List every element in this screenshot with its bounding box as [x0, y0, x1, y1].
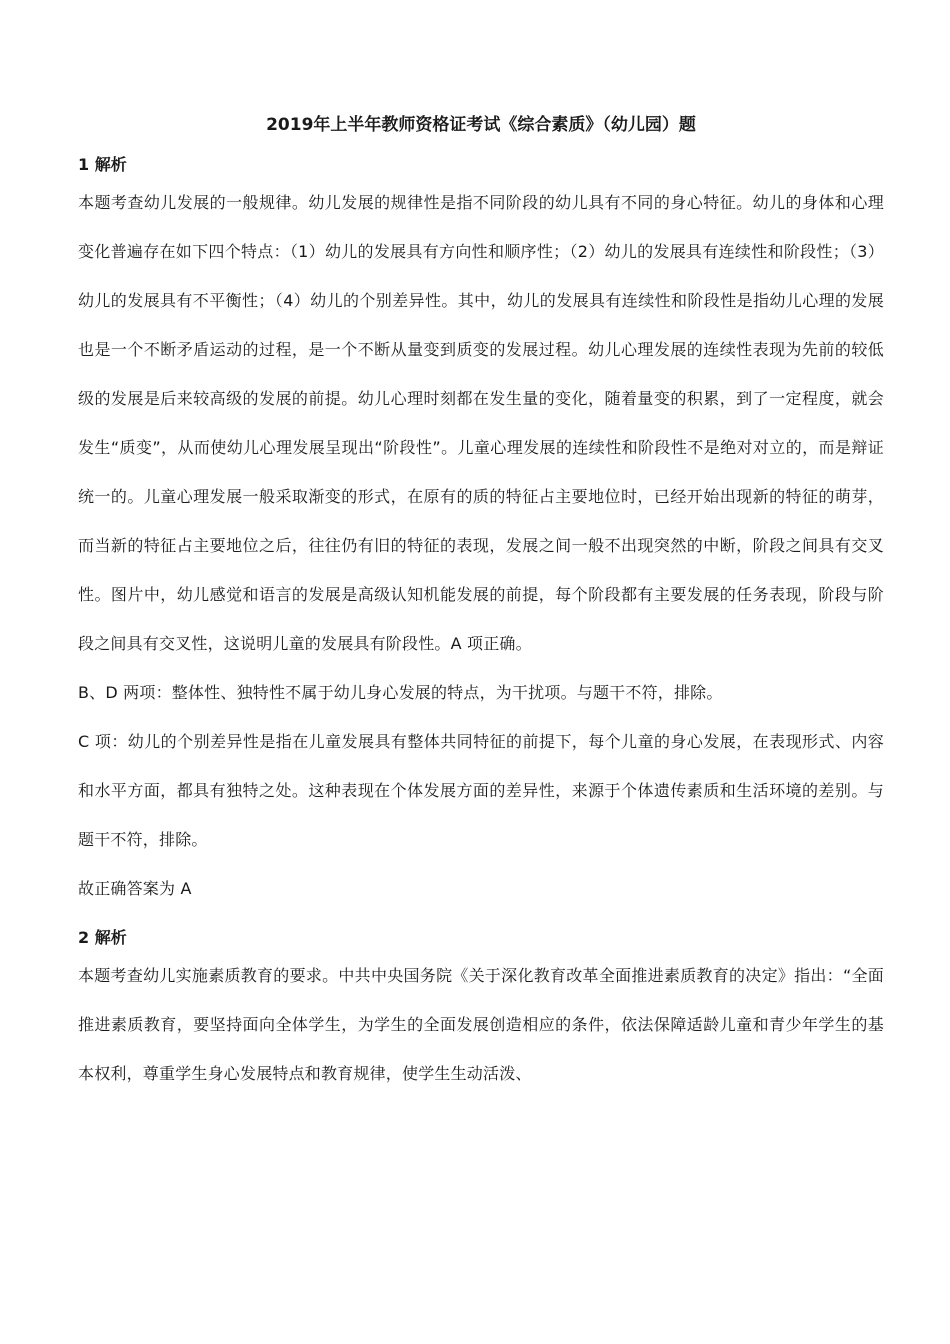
section-2-paragraph-1: 本题考查幼儿实施素质教育的要求。中共中央国务院《关于深化教育改革全面推进素质教育的决定》指出：“全面推进素质教育，要坚持面向全体学生，为学生的全面发展创造相应的条件，依法保障适龄儿童和青少年学生的基本权利，尊重学生身心发展特点和教育规律，使学生生动活泼、	[78, 966, 884, 1083]
section-1-heading: 1 解析	[78, 155, 127, 174]
section-1-answer: 故正确答案为 A	[78, 879, 192, 898]
section-divider	[78, 913, 884, 925]
section-1	[78, 152, 884, 913]
section-2	[78, 925, 884, 1098]
section-1-paragraph-2: B、D 两项：整体性、独特性不属于幼儿身心发展的特点，为干扰项。与题干不符，排除。	[78, 683, 723, 702]
section-1-paragraph-1: 本题考查幼儿发展的一般规律。幼儿发展的规律性是指不同阶段的幼儿具有不同的身心特征。幼儿的身体和心理变化普遍存在如下四个特点：（1）幼儿的发展具有方向性和顺序性；（2）幼儿的发展具有连续性和阶段性；（3）幼儿的发展具有不平衡性；（4）幼儿的个别差异性。其中，幼儿的发展具有连续性和阶段性是指幼儿心理的发展也是一个不断矛盾运动的过程，是一个不断从量变到质变的发展过程。幼儿心理发展的连续性表现为先前的较低级的发展是后来较高级的发展的前提。幼儿心理时刻都在发生量的变化，随着量变的积累，到了一定程度，就会发生“质变”，从而使幼儿心理发展呈现出“阶段性”。儿童心理发展的连续性和阶段性不是绝对对立的，而是辩证统一的。儿童心理发展一般采取渐变的形式，在原有的质的特征占主要地位时，已经开始出现新的特征的萌芽，而当新的特征占主要地位之后，往往仍有旧的特征的表现，发展之间一般不出现突然的中断，阶段之间具有交叉性。图片中，幼儿感觉和语言的发展是高级认知机能发展的前提，每个阶段都有主要发展的任务表现，阶段与阶段之间具有交叉性，这说明儿童的发展具有阶段性。A 项正确。	[78, 193, 884, 653]
section-1-paragraph-3: C 项：幼儿的个别差异性是指在儿童发展具有整体共同特征的前提下，每个儿童的身心发展，在表现形式、内容和水平方面，都具有独特之处。这种表现在个体发展方面的差异性，来源于个体遗传素质和生活环境的差别。与题干不符，排除。	[78, 732, 884, 849]
section-2-heading: 2 解析	[78, 928, 127, 947]
document-title: 2019年上半年教师资格证考试《综合素质》（幼儿园）题	[266, 115, 696, 135]
document-page	[78, 112, 884, 1098]
